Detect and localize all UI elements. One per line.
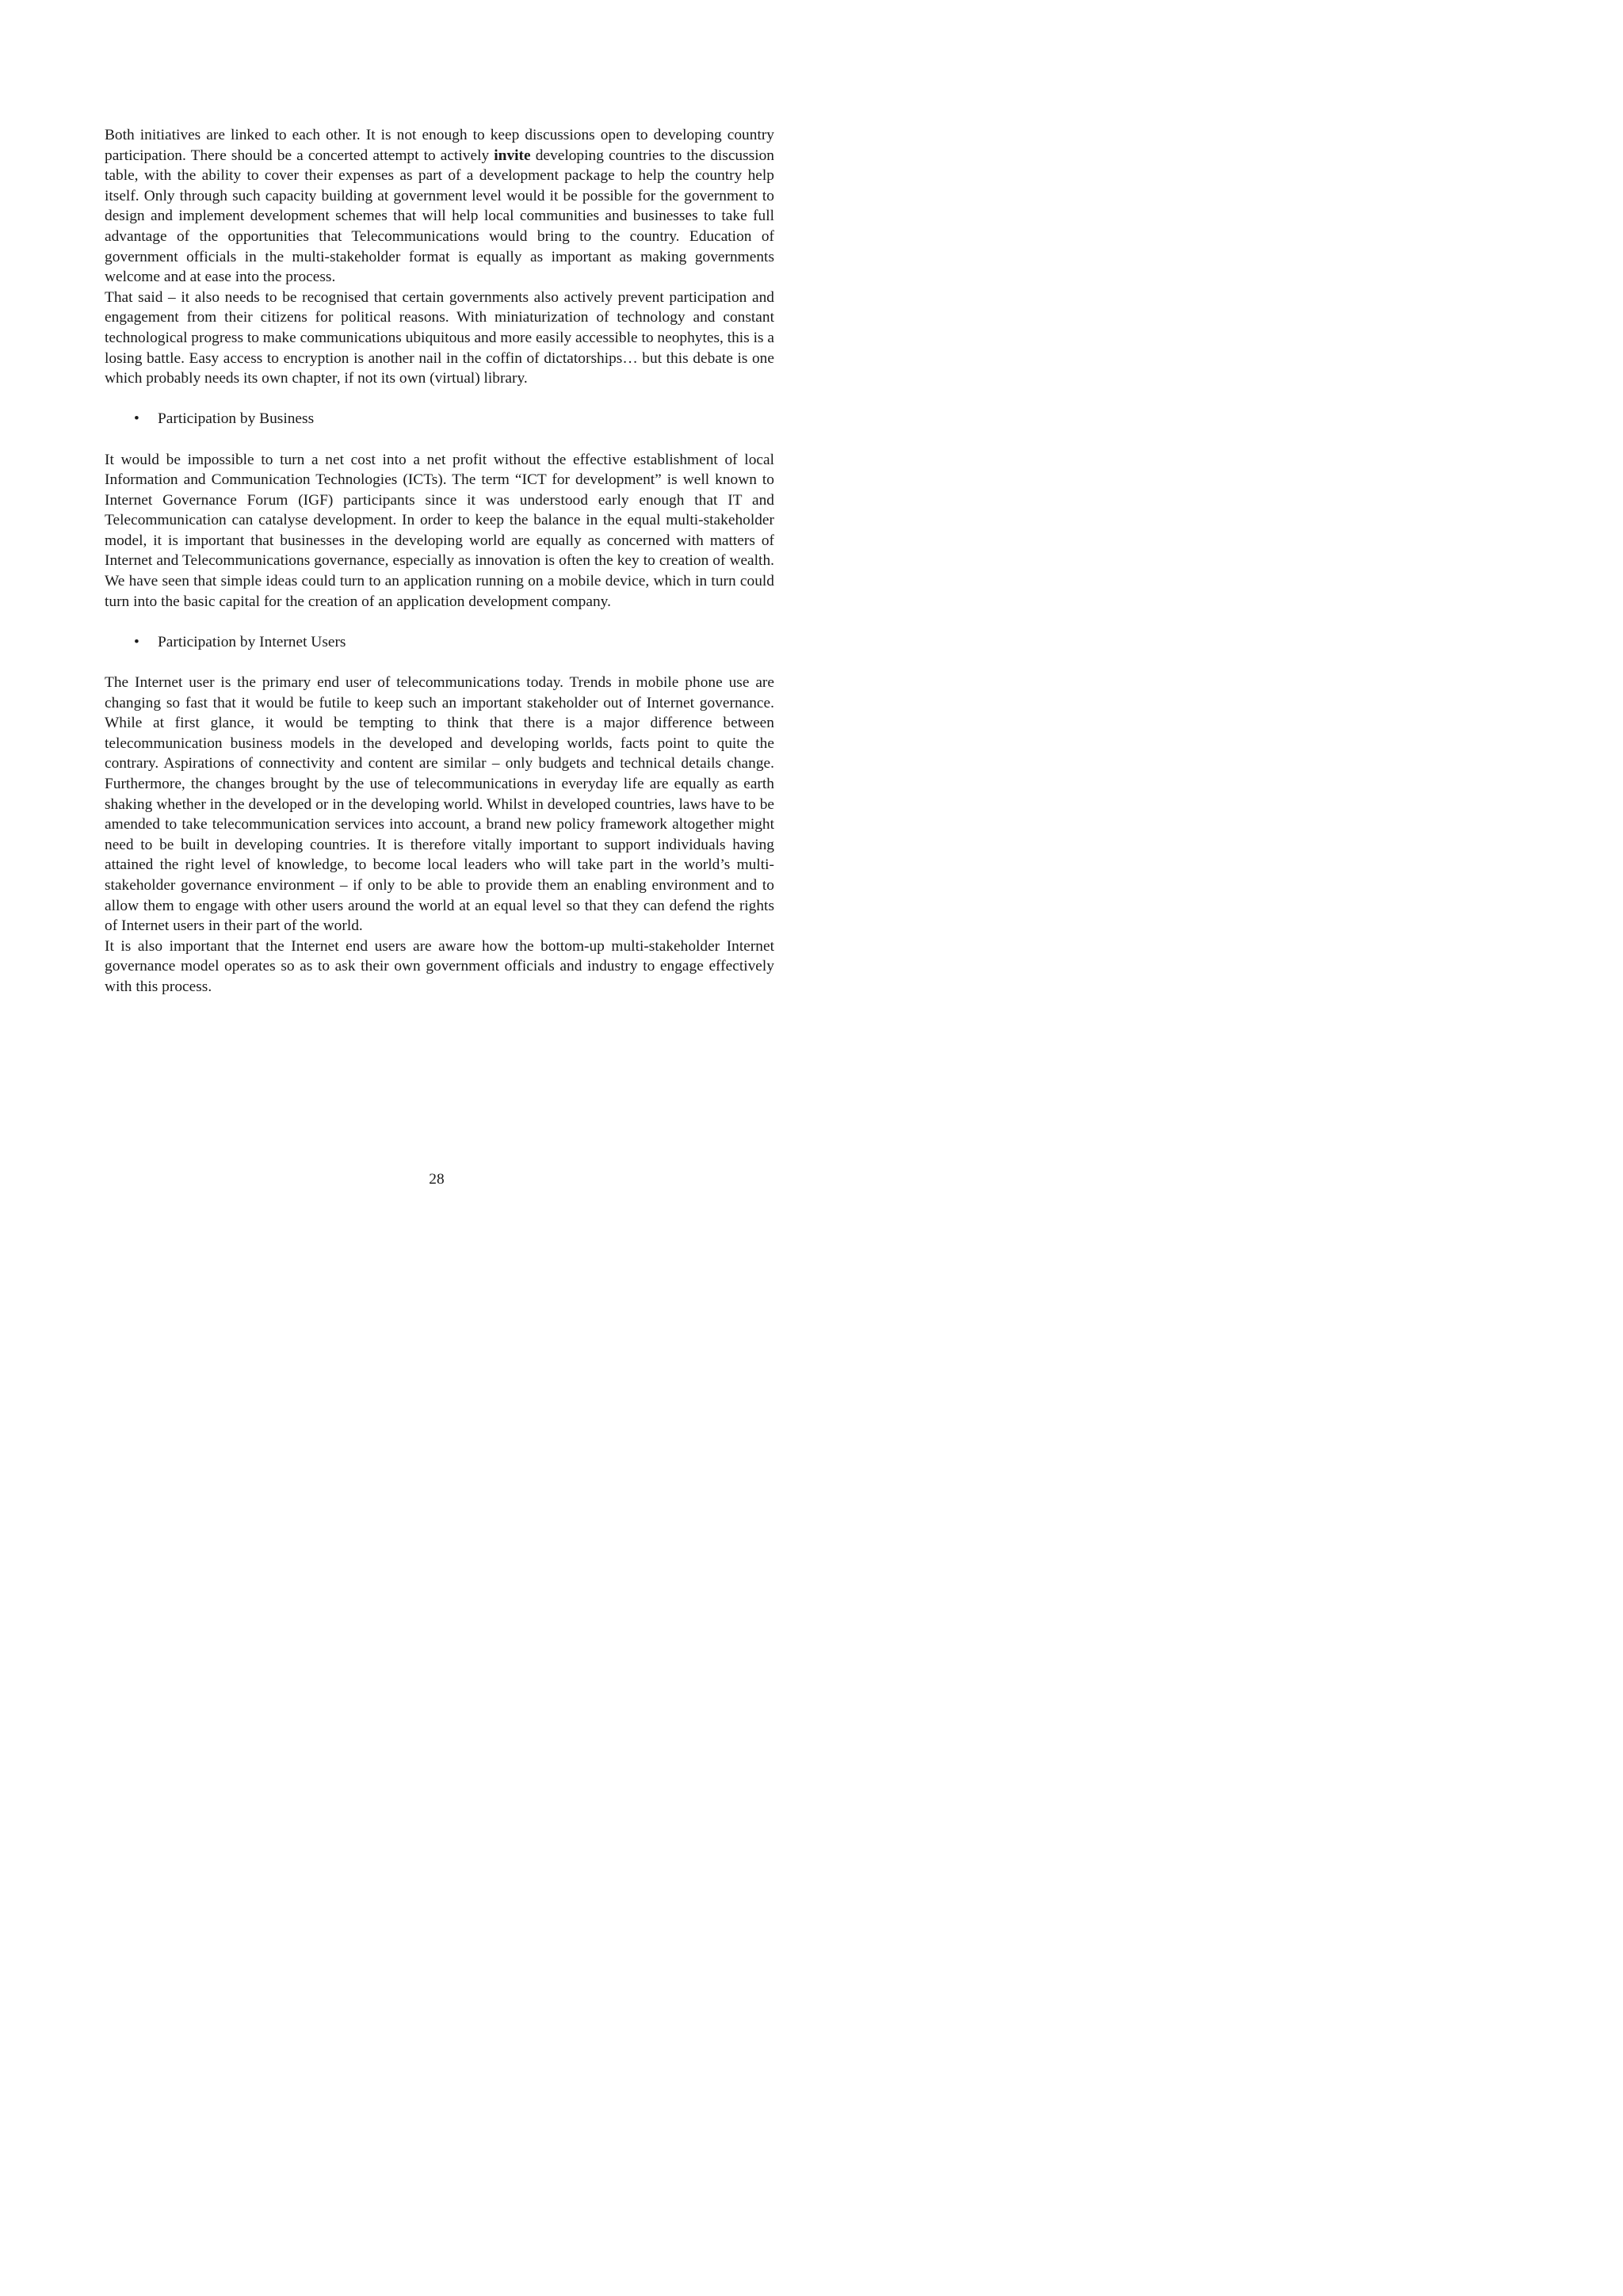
emphasis-invite: invite <box>494 147 531 164</box>
paragraph-governments-prevent: That said – it also needs to be recognised that certain governments also actively prevent participation and engagement from their citizens for political reasons. With miniaturization of technology and constant technological progress to make communications ubiquitous and more easily accessible to neophytes, this is a losing battle. Easy access to encryption is another nail in the coffin of dictatorships… but this debate is one which probably needs its own chapter, if not its own (virtual) library. <box>105 288 774 387</box>
paragraph-spacer <box>105 389 774 410</box>
paragraph-spacer <box>105 652 774 673</box>
bullet-icon: • <box>134 633 139 650</box>
paragraph-spacer <box>105 429 774 450</box>
paragraph-internet-users: The Internet user is the primary end user of telecommunications today. Trends in mobile phone use are changing so fast that it would be futile to keep such an important stakeholder out of Internet governance. While at first glance, it would be tempting to think that there is a major difference between telecommunication business models in the developed and developing worlds, facts point to quite the contrary. Aspirations of connectivity and content are similar – only budgets and technical details change. Furthermore, the changes brought by the use of telecommunications in everyday life are equally as earth shaking whether in the developed or in the developing world. Whilst in developed countries, laws have to be amended to take telecommunication services into account, a brand new policy framework altogether might need to be built in developing countries. It is therefore vitally important to support individuals having attained the right level of knowledge, to become local leaders who will take part in the world’s multi-stakeholder governance environment – if only to be able to provide them an enabling environment and to allow them to engage with other users around the world at an equal level so that they can defend the rights of Internet users in their part of the world. <box>105 674 774 935</box>
bullet-participation-business <box>105 409 774 429</box>
paragraph-business: It would be impossible to turn a net cost into a net profit without the effective establishment of local Information and Communication Technologies (ICTs). The term “ICT for development” is well known to Internet Governance Forum (IGF) participants since it was understood early enough that IT and Telecommunication can catalyse development. In order to keep the balance in the equal multi-stakeholder model, it is important that businesses in the developing world are equally as concerned with matters of Internet and Telecommunications governance, especially as innovation is often the key to creation of wealth. We have seen that simple ideas could turn to an application running on a mobile device, which in turn could turn into the basic capital for the creation of an application development company. <box>105 451 774 610</box>
bullet-label: Participation by Business <box>158 410 315 428</box>
page-number: 28 <box>429 1171 445 1188</box>
paragraph-spacer <box>105 612 774 632</box>
paragraph-end-users-aware: It is also important that the Internet end users are aware how the bottom-up multi-stakeholder Internet governance model operates so as to ask their own government officials and industry to engage effectively with this process. <box>105 937 774 995</box>
bullet-icon: • <box>134 410 139 428</box>
body-text <box>105 125 774 997</box>
paragraph-initiatives <box>105 125 774 288</box>
document-page <box>0 0 873 1235</box>
paragraph-initiatives-text-start: Both initiatives are linked to each other. It is not enough to keep discussions open to developing country participation. There should be a concerted attempt to actively <box>105 127 774 164</box>
paragraph-initiatives-text-end: developing countries to the discussion table, with the ability to cover their expenses as part of a development package to help the country help itself. Only through such capacity building at government level would it be possible for the government to design and implement development schemes that will help local communities and businesses to take full advantage of the opportunities that Telecommunications would bring to the country. Education of government officials in the multi-stakeholder format is equally as important as making governments welcome and at ease into the process. <box>105 147 774 286</box>
bullet-label: Participation by Internet Users <box>158 633 346 650</box>
bullet-participation-internet-users <box>105 632 774 653</box>
